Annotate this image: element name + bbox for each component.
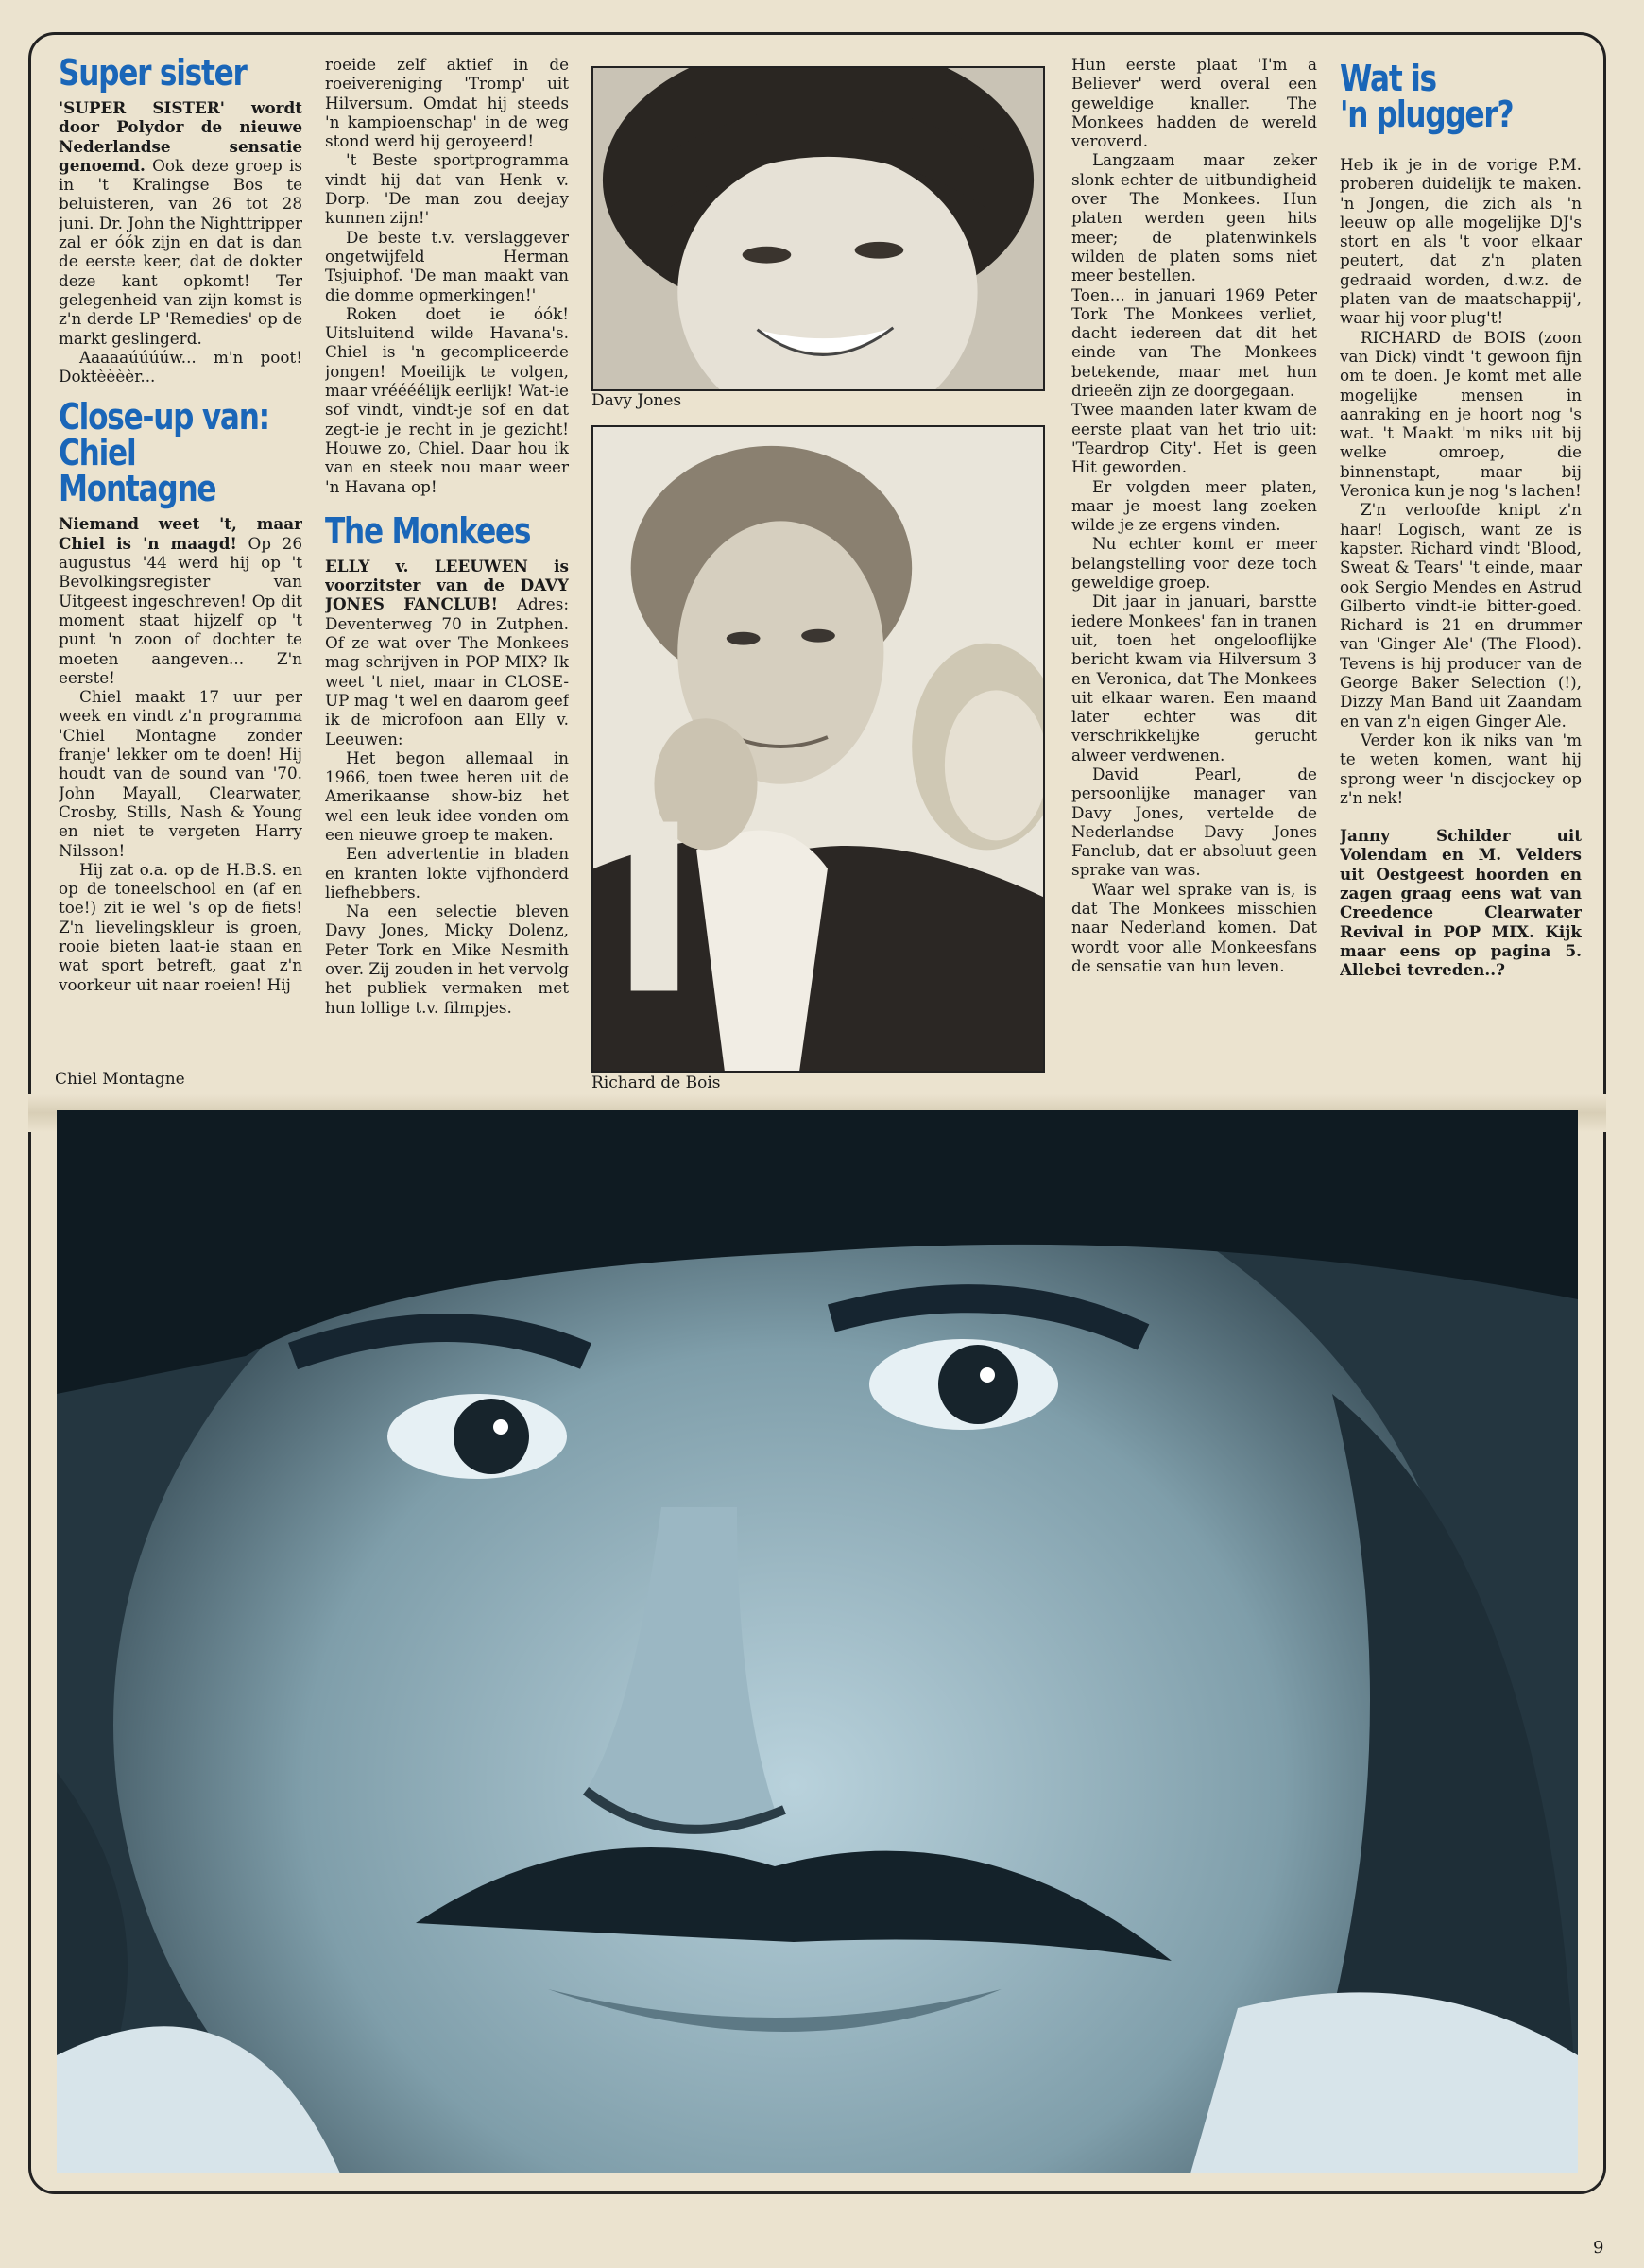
monkees-col4-p1: Hun eerste plaat 'I'm a Believer' werd overal een geweldige knaller. The Monkees hadden de wereld veroverd.: [1071, 55, 1317, 151]
monkees-p3: Een advertentie in bladen en kranten lokte vijfhonderd liefhebbers.: [325, 844, 569, 902]
heading-plugger-line2: 'n plugger?: [1340, 94, 1514, 135]
monkees-p4: Na een selectie bleven Davy Jones, Micky Dolenz, Peter Tork en Mike Nesmith over. Zij zouden in het vervolg het publiek vermaken met hun lollige t.v. filmpjes.: [325, 902, 569, 1017]
close-up-lead: Niemand weet 't, maar Chiel is 'n maagd!: [59, 514, 302, 553]
close-up-paragraph: [59, 514, 302, 687]
close-up-col2-p3: De beste t.v. verslaggever ongetwijfeld Herman Tsjuiphof. 'De man maakt van die domme opmerkingen!': [325, 227, 569, 304]
column-2: [325, 55, 569, 1066]
heading-plugger-line1: Wat is: [1340, 60, 1436, 99]
davy-jones-photo: [591, 66, 1045, 391]
super-sister-p2: Aaaaaúúúúw... m'n poot! Doktèèèèr...: [59, 347, 302, 387]
monkees-col4-p3: Toen... in januari 1969 Peter Tork The Monkees verliet, dacht iedereen dat dit het einde van The Monkees betekende, maar met hun drieeën zijn ze doorgegaan.: [1071, 284, 1317, 401]
monkees-lead: ELLY v. LEEUWEN is voorzitster van de DAVY JONES FANCLUB!: [325, 556, 569, 614]
monkees-col4-p2: Langzaam maar zeker slonk echter de uitbundigheid over The Monkees. Hun platen werden geen hits meer; de platenwinkels wilden de platen soms niet meer bestellen.: [1071, 150, 1317, 285]
monkees-col4-p7: Dit jaar in januari, barstte iedere Monkees' fan in tranen uit, toen het ongelooflijke bericht kwam via Hilversum 3 en Veronica, dat The Monkees uit elkaar waren. Een maand later echter was dit verschrikkelijke gerucht alweer verdwenen.: [1071, 592, 1317, 765]
heading-close-up-line3: Montagne: [59, 468, 216, 510]
plugger-bold-note: [1340, 826, 1582, 979]
monkees-col4-p5: Er volgden meer platen, maar je moest lang zoeken wilde je ze ergens vinden.: [1071, 476, 1317, 535]
page-number: 9: [1593, 2238, 1604, 2258]
heading-close-up-line1: Close-up van:: [59, 396, 269, 438]
close-up-col2-p2: 't Beste sportprogramma vindt hij dat van Henk v. Dorp. 'De man zou deejay kunnen zijn!': [325, 150, 569, 228]
chiel-montagne-photo: [57, 1110, 1578, 2174]
caption-chiel-montagne: Chiel Montagne: [55, 1070, 185, 1089]
plugger-bold-note-text: Janny Schilder uit Volendam en M. Velders uit Oestgeest hoorden en zagen graag eens wat van Creedence Clearwater Revival in POP MIX. Kijk maar eens op pagina 5. Allebei tevreden..?: [1340, 826, 1582, 980]
monkees-col4-p8: David Pearl, de persoonlijke manager van Davy Jones, vertelde de Nederlandse Davy Jones Fanclub, dat er absoluut geen sprake van was.: [1071, 764, 1317, 880]
heading-the-monkees: The Monkees: [325, 509, 531, 552]
close-up-text: Op 26 augustus '44 werd hij op 't Bevolkingsregister van Uitgeest ingeschreven! Op dit moment staat hijzelf op 't punt 'n zoon of dochter te moeten aangeven... Z'n eerste!: [59, 533, 302, 687]
caption-richard-de-bois: Richard de Bois: [591, 1074, 721, 1092]
heading-super-sister: Super sister: [59, 55, 247, 94]
column-4: [1071, 55, 1317, 1038]
super-sister-paragraph: [59, 98, 302, 348]
caption-davy-jones: Davy Jones: [591, 391, 682, 410]
monkees-paragraph: [325, 557, 569, 748]
monkees-p2: Het begon allemaal in 1966, toen twee heren uit de Amerikaanse show-biz het wel een leuk idee vonden om een nieuwe groep te maken.: [325, 747, 569, 844]
plugger-p4: Verder kon ik niks van 'm te weten komen, want hij sprong weer 'n discjockey op z'n nek!: [1340, 730, 1582, 807]
richard-de-bois-photo: [591, 425, 1045, 1073]
monkees-col4-p9: Waar wel sprake van is, is dat The Monkees misschien naar Nederland komen. Dat wordt voor alle Monkeesfans de sensatie van hun leven.: [1071, 879, 1317, 975]
plugger-p3: Z'n verloofde knipt z'n haar! Logisch, want ze is kapster. Richard vindt 'Blood, Sweat & Tears' 't einde, maar ook Sergio Mendes en Astrud Gilberto vindt-ie bitter-goed. Richard is 21 en drummer van 'Ginger Ale' (The Flood). Tevens is hij producer van de George Baker Selection (!), Dizzy Man Band uit Zaandam en van z'n eigen Ginger Ale.: [1340, 500, 1582, 730]
plugger-p2: RICHARD de BOIS (zoon van Dick) vindt 't gewoon fijn om te doen. Je komt met alle mogelijke mensen in aanraking en je hoort nog 's wat. 't Maakt 'm niks uit bij welke omroep, die binnenstapt, maar bij Veronica kun je nog 's lachen!: [1340, 327, 1582, 501]
super-sister-text: Ook deze groep is in 't Kralingse Bos te beluisteren, van 26 tot 28 juni. Dr. John the Nighttripper zal er óók zijn en dat is dan de eerste keer, dat de dokter deze kant opkomt! Ter gelegenheid van zijn komst is z'n derde LP 'Remedies' op de markt geslingerd.: [59, 155, 302, 348]
monkees-col4-p4: Twee maanden later kwam de eerste plaat van het trio uit: 'Teardrop City'. Het is geen Hit geworden.: [1071, 400, 1317, 477]
monkees-text: Adres: Deventerweg 70 in Zutphen. Of ze wat over The Monkees mag schrijven in POP MIX? Ik weet 't niet, maar in CLOSE-UP mag 't wel en daarom geef ik de microfoon aan Elly v. Leeuwen:: [325, 594, 569, 748]
super-sister-lead: 'SUPER SISTER' wordt door Polydor de nieuwe Nederlandse sensatie genoemd.: [59, 98, 302, 175]
heading-close-up-line2: Chiel: [59, 432, 136, 474]
close-up-col2-cont: roeide zelf aktief in de roeivereniging 'Tromp' uit Hilversum. Omdat hij steeds 'n kampioenschap' in de weg stond werd hij geroyeerd!: [325, 55, 569, 151]
plugger-p1: Heb ik je in de vorige P.M. proberen duidelijk te maken. 'n Jongen, die zich als 'n leeuw op alle mogelijke DJ's stort en als 't voor elkaar peutert, dat z'n platen gedraaid worden, d.w.z. de platen van de maatschappij', waar hij voor plug't!: [1340, 155, 1582, 328]
column-1: [59, 55, 302, 1057]
close-up-p3: Hij zat o.a. op de H.B.S. en op de toneelschool en (af en toe!) zit ie wel 's op de fiets! Z'n lievelingskleur is groen, rooie bieten laat-ie staan en wat sport betreft, gaat z'n voorkeur uit naar roeien! Hij: [59, 859, 302, 994]
column-5: [1340, 60, 1582, 1062]
monkees-col4-p6: Nu echter komt er meer belangstelling voor deze toch geweldige groep.: [1071, 534, 1317, 593]
close-up-col2-p4: Roken doet ie óók! Uitsluitend wilde Havana's. Chiel is 'n gecompliceerde jongen! Moeilijk te volgen, maar vréééélijk eerlijk! Wat-ie sof vindt, vindt-je sof en dat zegt-ie je recht in je gezicht! Houwe zo, Chiel. Daar hou ik van en steek nou maar weer 'n Havana op!: [325, 303, 569, 496]
close-up-p2: Chiel maakt 17 uur per week en vindt z'n programma 'Chiel Montagne zonder franje' lekker om te doen! Hij houdt van de sound van '70. John Mayall, Clearwater, Crosby, Stills, Nash & Young en niet te vergeten Harry Nilsson!: [59, 687, 302, 860]
